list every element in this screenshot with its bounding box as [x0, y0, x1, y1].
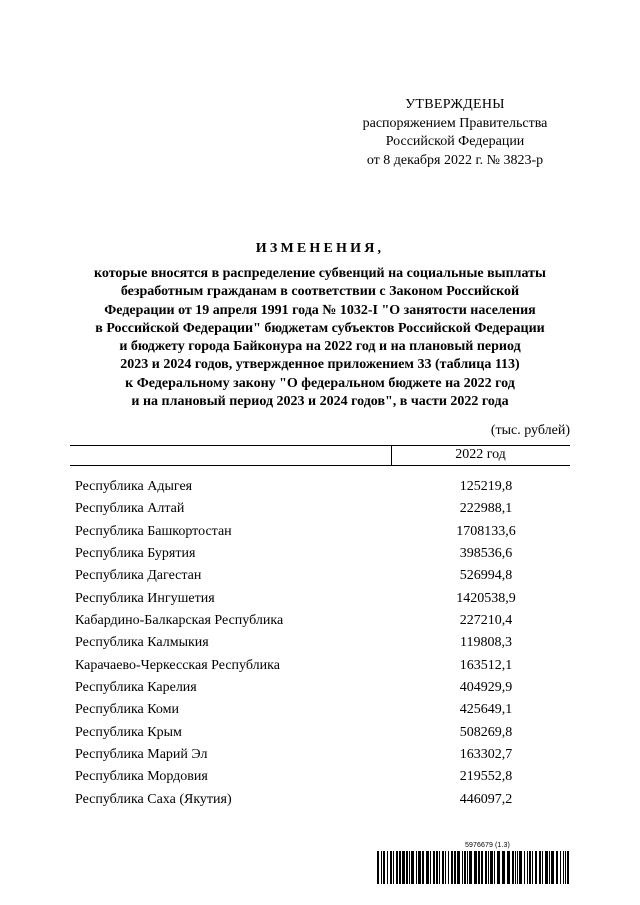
- region-value: 163302,7: [459, 747, 513, 763]
- region-value: 508269,8: [459, 724, 513, 740]
- document-id: 5976679 (1.3): [465, 842, 510, 849]
- subtitle-line: 2023 и 2024 годов, утвержденное приложением 33 (таблица 113): [120, 357, 520, 373]
- approval-line-1: распоряжением Правительства: [362, 115, 548, 131]
- region-name: Республика Ингушетия: [75, 590, 215, 606]
- table-header: [70, 445, 570, 466]
- region-name: Республика Башкортостан: [75, 523, 232, 539]
- region-value: 425649,1: [459, 702, 513, 718]
- region-name: Республика Крым: [75, 724, 182, 740]
- subtitle-line: Федерации от 19 апреля 1991 года № 1032-I "О занятости населения: [104, 302, 536, 318]
- table-body: [75, 478, 545, 813]
- table-row: [75, 500, 545, 522]
- table-row: [75, 791, 545, 813]
- region-value: 119808,3: [460, 635, 512, 651]
- subtitle-line: и на плановый период 2023 и 2024 годов", в части 2022 года: [131, 394, 509, 410]
- barcode-icon: [377, 851, 570, 884]
- region-value: 163512,1: [459, 657, 513, 673]
- region-name: Республика Дагестан: [75, 568, 202, 584]
- region-name: Карачаево-Черкесская Республика: [75, 657, 280, 673]
- region-value: 125219,8: [459, 479, 513, 494]
- region-value: 1708133,6: [456, 523, 516, 539]
- region-name: Кабардино-Балкарская Республика: [75, 613, 284, 629]
- approval-block: [330, 96, 580, 170]
- region-value: 222988,1: [459, 501, 513, 517]
- table-row: [75, 724, 545, 746]
- region-name: Республика Карелия: [75, 680, 197, 696]
- table-row: [75, 478, 545, 500]
- region-name: Республика Адыгея: [75, 479, 193, 494]
- region-name: Республика Марий Эл: [75, 747, 208, 763]
- document-title: ИЗМЕНЕНИЯ,: [255, 241, 385, 256]
- region-name: Республика Алтай: [75, 501, 185, 517]
- region-value: 446097,2: [459, 791, 513, 807]
- table-row: [75, 657, 545, 679]
- subtitle-line: которые вносятся в распределение субвенций на социальные выплаты: [94, 266, 546, 281]
- region-name: Республика Бурятия: [75, 546, 196, 562]
- approval-heading: УТВЕРЖДЕНЫ: [405, 97, 505, 112]
- approval-line-3: от 8 декабря 2022 г. № 3823-р: [366, 152, 544, 168]
- table-row: [75, 590, 545, 612]
- units-label: (тыс. рублей): [490, 423, 570, 438]
- region-value: 526994,8: [459, 568, 513, 584]
- column-header-year: 2022 год: [455, 447, 506, 462]
- subtitle-line: в Российской Федерации" бюджетам субъектов Российской Федерации: [95, 320, 545, 336]
- table-row: [75, 545, 545, 567]
- table-row: [75, 746, 545, 768]
- region-name: Республика Калмыкия: [75, 635, 209, 651]
- region-value: 227210,4: [459, 613, 513, 629]
- region-value: 398536,6: [459, 546, 513, 562]
- table-row: [75, 679, 545, 701]
- table-row: [75, 612, 545, 634]
- document-subtitle: [60, 265, 580, 411]
- table-row: [75, 567, 545, 589]
- region-value: 1420538,9: [456, 590, 516, 606]
- table-row: [75, 768, 545, 790]
- table-row: [75, 634, 545, 656]
- region-value: 404929,9: [459, 680, 513, 696]
- region-name: Республика Мордовия: [75, 769, 208, 785]
- subtitle-line: и бюджету города Байконура на 2022 год и на плановый период: [119, 339, 521, 355]
- region-name: Республика Коми: [75, 702, 179, 718]
- region-value: 219552,8: [459, 769, 513, 785]
- subtitle-line: безработным гражданам в соответствии с Законом Российской: [120, 284, 520, 300]
- approval-line-2: Российской Федерации: [385, 134, 525, 149]
- subtitle-line: к Федеральному закону "О федеральном бюджете на 2022 год: [125, 375, 515, 391]
- region-name: Республика Саха (Якутия): [75, 791, 232, 807]
- table-row: [75, 701, 545, 723]
- table-row: [75, 523, 545, 545]
